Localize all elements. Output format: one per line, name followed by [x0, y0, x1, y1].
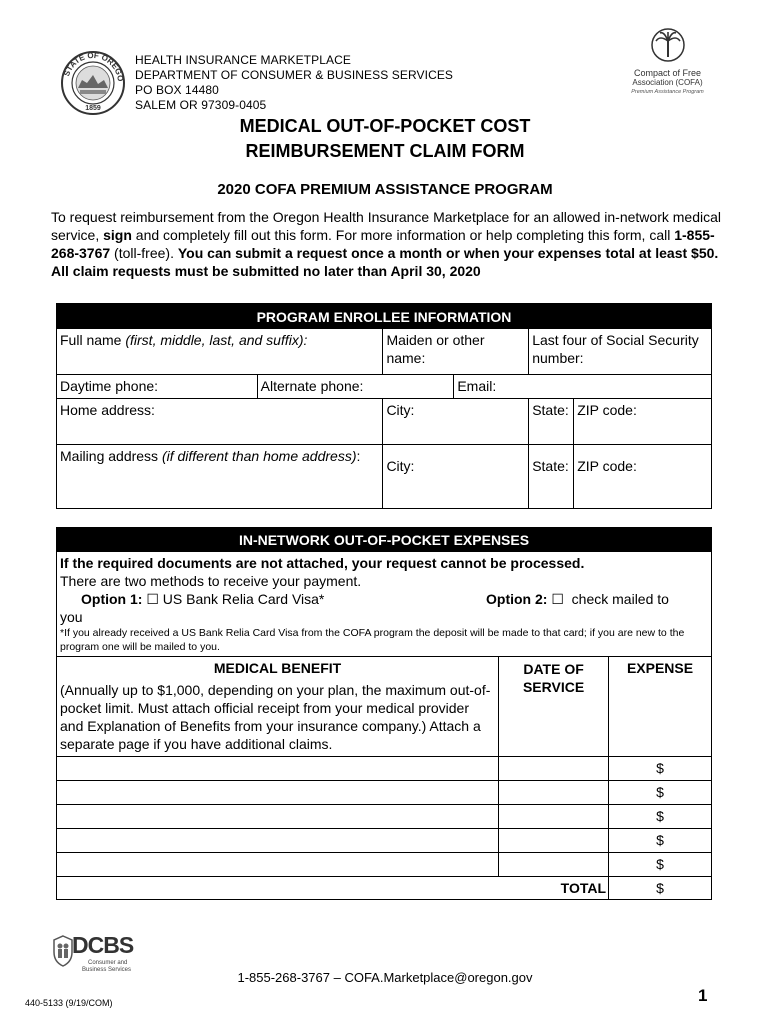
home-state-field[interactable]: [529, 399, 574, 445]
benefit-input-1[interactable]: [57, 757, 499, 781]
expenses-table: [56, 527, 712, 900]
mailing-zip-label: ZIP code:: [577, 458, 637, 474]
intro-text-3: (toll-free).: [110, 245, 178, 261]
cofa-logo-line3: Premium Assistance Program: [631, 89, 704, 95]
option1-text: US Bank Relia Card Visa*: [162, 591, 325, 607]
medical-benefit-header: [57, 657, 499, 757]
enrollee-section-heading: PROGRAM ENROLLEE INFORMATION: [57, 304, 712, 329]
enrollee-info-table: [56, 303, 712, 509]
mailing-address-field[interactable]: [57, 445, 383, 509]
email-label: Email:: [457, 378, 497, 394]
intro-text-2: and completely fill out this form. For more information or help completing this form, call: [131, 227, 675, 243]
ssn-label: Last four of Social Security number:: [532, 332, 699, 366]
svg-text:1859: 1859: [85, 105, 101, 112]
intro-deadline: You can submit a request once a month or when your expenses total at least $50. All claim requests must be submitted no later than April 30, 2020: [51, 245, 719, 279]
expense-input-5[interactable]: [609, 853, 712, 877]
date-input-1[interactable]: [499, 757, 609, 781]
expense-label: EXPENSE: [626, 660, 694, 676]
payment-method-section: [57, 552, 712, 657]
total-spacer: [57, 877, 499, 900]
alternate-phone-field[interactable]: [257, 375, 454, 399]
date-input-5[interactable]: [499, 853, 609, 877]
dollar-sign: $: [656, 856, 664, 872]
intro-text-1: To request reimbursement from the Oregon Health Insurance Marketplace for an allowed in-network medical service,: [51, 209, 721, 243]
mailing-state-field[interactable]: [529, 445, 574, 509]
option2-text-wrap: you: [60, 609, 83, 625]
daytime-phone-field[interactable]: [57, 375, 258, 399]
form-title-line2: REIMBURSEMENT CLAIM FORM: [245, 141, 525, 161]
date-input-3[interactable]: [499, 805, 609, 829]
agency-city: SALEM OR 97309-0405: [135, 98, 267, 112]
home-zip-field[interactable]: [574, 399, 712, 445]
maiden-name-field[interactable]: [383, 329, 529, 375]
dollar-sign: $: [656, 808, 664, 824]
home-city-label: City:: [386, 402, 415, 418]
option2: [486, 590, 669, 608]
medical-benefit-desc: (Annually up to $1,000, depending on your plan, the maximum out-of-pocket limit. Must attach official receipt from your medical provider and Explanation of Benefits from your insurance company.) Attach a separate page if you have additional claims.: [60, 682, 491, 752]
form-title-line1: MEDICAL OUT-OF-POCKET COST: [239, 116, 531, 136]
agency-department: DEPARTMENT OF CONSUMER & BUSINESS SERVICES: [135, 68, 454, 82]
date-of-service-label: DATE OF SERVICE: [522, 661, 585, 695]
intro-sign: sign: [103, 227, 132, 243]
date-input-4[interactable]: [499, 829, 609, 853]
program-subtitle: 2020 COFA PREMIUM ASSISTANCE PROGRAM: [217, 181, 553, 198]
full-name-field[interactable]: [57, 329, 383, 375]
option2-checkbox[interactable]: ☐: [551, 591, 564, 607]
expense-input-2[interactable]: [609, 781, 712, 805]
mailing-colon: :: [356, 448, 361, 464]
home-zip-label: ZIP code:: [577, 402, 637, 418]
expenses-section-heading: IN-NETWORK OUT-OF-POCKET EXPENSES: [57, 528, 712, 552]
benefit-input-4[interactable]: [57, 829, 499, 853]
dollar-sign: $: [656, 832, 664, 848]
mailing-city-field[interactable]: [383, 445, 529, 509]
option1-label: Option 1:: [81, 591, 143, 607]
mailing-state-label: State:: [532, 458, 569, 474]
ssn-last-four-field[interactable]: [529, 329, 712, 375]
total-label: TOTAL: [499, 877, 609, 900]
mailing-address-label: Mailing address: [60, 448, 162, 464]
benefit-input-3[interactable]: [57, 805, 499, 829]
card-footnote: *If you already received a US Bank Relia Card Visa from the COFA program the deposit will be made to that card; if you are new to the program one will be mailed to you.: [60, 627, 685, 653]
cofa-logo: [620, 27, 715, 97]
payment-methods-text: There are two methods to receive your payment.: [60, 573, 362, 589]
oregon-seal-logo: [60, 50, 126, 116]
footer-contact: 1-855-268-3767 – COFA.Marketplace@oregon.gov: [237, 970, 533, 985]
dollar-sign: $: [656, 784, 664, 800]
expense-header: [609, 657, 712, 757]
agency-name: HEALTH INSURANCE MARKETPLACE: [135, 53, 351, 67]
option2-label: Option 2:: [486, 591, 548, 607]
option1-checkbox[interactable]: ☐: [146, 591, 159, 607]
cofa-logo-line2: Association (COFA): [632, 78, 703, 87]
benefit-input-5[interactable]: [57, 853, 499, 877]
home-address-label: Home address:: [60, 402, 155, 418]
email-field[interactable]: [454, 375, 712, 399]
total-dollar-sign: $: [656, 880, 664, 896]
intro-phone: 1-855-268-3767: [51, 227, 715, 261]
expense-input-4[interactable]: [609, 829, 712, 853]
dollar-sign: $: [656, 760, 664, 776]
expense-input-1[interactable]: [609, 757, 712, 781]
daytime-phone-label: Daytime phone:: [60, 378, 159, 394]
home-address-field[interactable]: [57, 399, 383, 445]
form-number: 440-5133 (9/19/COM): [25, 998, 113, 1008]
option1: [81, 590, 324, 608]
mailing-city-label: City:: [386, 458, 415, 474]
alternate-phone-label: Alternate phone:: [260, 378, 364, 394]
maiden-name-label: Maiden or other name:: [386, 332, 485, 366]
cofa-logo-line1: Compact of Free: [633, 68, 702, 78]
expense-input-3[interactable]: [609, 805, 712, 829]
agency-po-box: PO BOX 14480: [135, 83, 219, 97]
benefit-input-2[interactable]: [57, 781, 499, 805]
total-input[interactable]: [609, 877, 712, 900]
date-of-service-header: [499, 657, 609, 757]
people-icon: [52, 934, 74, 968]
full-name-hint: (first, middle, last, and suffix):: [125, 332, 308, 348]
svg-text:STATE OF OREGON: STATE OF OREGO: [62, 50, 126, 83]
dcbs-logo-text: DCBS: [72, 932, 134, 958]
mailing-zip-field[interactable]: [574, 445, 712, 509]
mailing-address-hint: (if different than home address): [161, 448, 357, 464]
date-input-2[interactable]: [499, 781, 609, 805]
home-city-field[interactable]: [383, 399, 529, 445]
option2-text: check mailed to: [571, 591, 669, 607]
intro-paragraph: [51, 208, 723, 280]
full-name-label: Full name: [60, 332, 126, 348]
page-number: 1: [698, 986, 708, 1005]
medical-benefit-title: MEDICAL BENEFIT: [213, 660, 342, 676]
required-docs-warning: If the required documents are not attached, your request cannot be processed.: [60, 555, 585, 571]
palm-tree-icon: [650, 27, 686, 63]
home-state-label: State:: [532, 402, 569, 418]
dcbs-logo-sub2: Business Services: [82, 967, 132, 973]
dcbs-logo-sub1: Consumer and: [88, 960, 128, 966]
